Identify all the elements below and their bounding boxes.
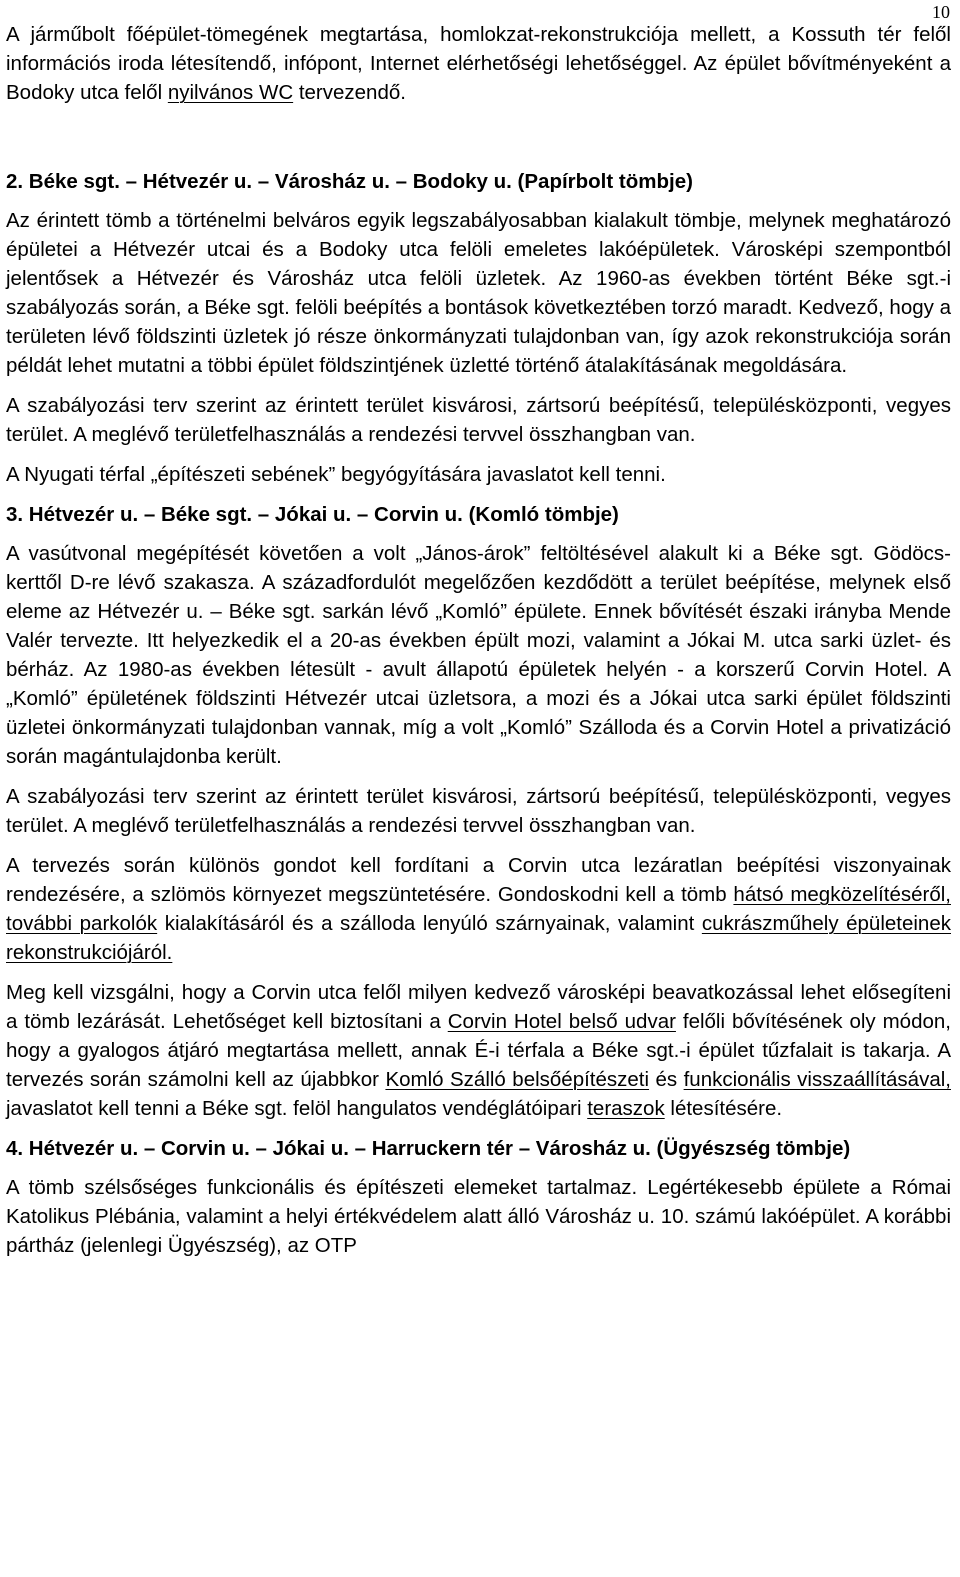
underlined-text: nyilvános WC bbox=[167, 81, 294, 104]
heading-block-name: (Papírbolt tömbje) bbox=[511, 170, 693, 193]
section-3-paragraph-3 bbox=[6, 851, 951, 967]
section-3-paragraph-4 bbox=[6, 978, 951, 1123]
document-body bbox=[6, 20, 951, 1271]
section-2-paragraph-2: A szabályozási terv szerint az érintett terület kisvárosi, zártsorú beépítésű, településközponti, vegyes terület. A meglévő területfelhasználás a rendezési tervvel összhangban van. bbox=[6, 394, 951, 446]
text-run: kialakításáról és a szálloda lenyúló szárnyainak, valamint bbox=[157, 912, 702, 935]
underlined-text: hátsó megközelítéséről, további parkolók bbox=[6, 883, 951, 935]
underlined-text: teraszok bbox=[587, 1097, 665, 1120]
section-4-heading: 4. Hétvezér u. – Corvin u. – Jókai u. – Harruckern tér – Városház u. (Ügyészség tömbje) bbox=[6, 1137, 851, 1160]
heading-streets: 3. Hétvezér u. – Béke sgt. – Jókai u. – Corvin u. bbox=[6, 503, 463, 526]
text-run: javaslatot kell tenni a Béke sgt. felöl hangulatos vendéglátóipari bbox=[6, 1097, 588, 1120]
section-2-heading bbox=[6, 167, 951, 196]
text-run: Meg kell vizsgálni, hogy a Corvin utca felől milyen kedvező városképi beavatkozással lehet elősegíteni a tömb lezárását. Lehetőséget kell biztosítani a bbox=[6, 981, 951, 1033]
heading-block-name: (Komló tömbje) bbox=[462, 503, 619, 526]
text-run: A járműbolt főépület-tömegének megtartása, homlokzat-rekonstrukciója mellett, a Kossuth tér felől információs iroda létesítendő, infópont, Internet elérhetőségi lehetőséggel. Az épület bővítményeként a Bodoky utca felől bbox=[6, 23, 951, 104]
section-2-paragraph-1: Az érintett tömb a történelmi belváros egyik legszabályosabban kialakult tömbje, melynek meghatározó épületei a Hétvezér utcai és a Bodoky utca felöli emeletes lakóépületek. Városképi szempontból jelentősek a Hétvezér és Városház utca felöli üzletek. Az 1960-as években történt Béke sgt.-i szabályozás során, a Béke sgt. felöli beépítés a bontások következtében torzó maradt. Kedvező, hogy a területen lévő földszinti üzletek jó része önkormányzati tulajdonban van, így azok rekonstrukciója során példát lehet mutatni a többi épület földszintjének üzletté történő átalakításának megoldására. bbox=[6, 209, 951, 377]
text-run: és bbox=[649, 1068, 684, 1091]
page-number: 10 bbox=[932, 2, 950, 22]
text-run: létesítésére. bbox=[664, 1097, 783, 1120]
intro-paragraph bbox=[6, 20, 951, 107]
underlined-text: cukrászműhely épületeinek rekonstrukciójáról. bbox=[6, 912, 951, 964]
section-3-paragraph-2: A szabályozási terv szerint az érintett terület kisvárosi, zártsorú beépítésű, településközponti, vegyes terület. A meglévő területfelhasználás a rendezési tervvel összhangban van. bbox=[6, 785, 951, 837]
text-run: tervezendő. bbox=[293, 81, 406, 104]
section-2-paragraph-3: A Nyugati térfal „építészeti sebének” begyógyítására javaslatot kell tenni. bbox=[6, 463, 666, 486]
underlined-text: funkcionális visszaállításával, bbox=[683, 1068, 951, 1091]
section-4-paragraph-1: A tömb szélsőséges funkcionális és építészeti elemeket tartalmaz. Legértékesebb épülete a Római Katolikus Plébánia, valamint a helyi értékvédelem alatt álló Városház u. 10. számú lakóépület. A korábbi pártház (jelenlegi Ügyészség), az OTP bbox=[6, 1176, 951, 1257]
section-3-paragraph-1: A vasútvonal megépítését követően a volt „János-árok” feltöltésével alakult ki a Béke sgt. Gödöcs-kerttől D-re lévő szakasza. A századfordulót megelőzően kezdődött a terület beépítése, melynek első eleme az Hétvezér u. – Béke sgt. sarkán lévő „Komló” épülete. Ennek bővítését északi irányba Mende Valér tervezte. Itt helyezkedik el a 20-as években épült mozi, valamint a Jókai M. utca sarki üzlet- és bérház. Az 1980-as években létesült - avult állapotú épületek helyén - a korszerű Corvin Hotel. A „Komló” épületének földszinti Hétvezér utcai üzletsora, a mozi és a Jókai utca sarki épület földszinti üzletei önkormányzati tulajdonban vannak, míg a volt „Komló” Szálloda és a Corvin Hotel a privatizáció során magántulajdonba került. bbox=[6, 542, 951, 768]
text-run: A tervezés során különös gondot kell fordítani a Corvin utca lezáratlan beépítési viszonyainak rendezésére, a szlömös környezet megszüntetésére. Gondoskodni kell a tömb bbox=[6, 854, 951, 906]
text-run: felőli bővítésének oly módon, hogy a gyalogos átjáró megtartása mellett, annak É-i térfala a Béke sgt.-i épület tűzfalait is takarja. A tervezés során számolni kell az újabbkor bbox=[6, 1010, 951, 1091]
underlined-text: Corvin Hotel belső udvar bbox=[447, 1010, 676, 1033]
heading-streets: 2. Béke sgt. – Hétvezér u. – Városház u. – Bodoky u. bbox=[6, 170, 512, 193]
section-3-heading bbox=[6, 500, 951, 529]
underlined-text: Komló Szálló belsőépítészeti bbox=[385, 1068, 650, 1091]
